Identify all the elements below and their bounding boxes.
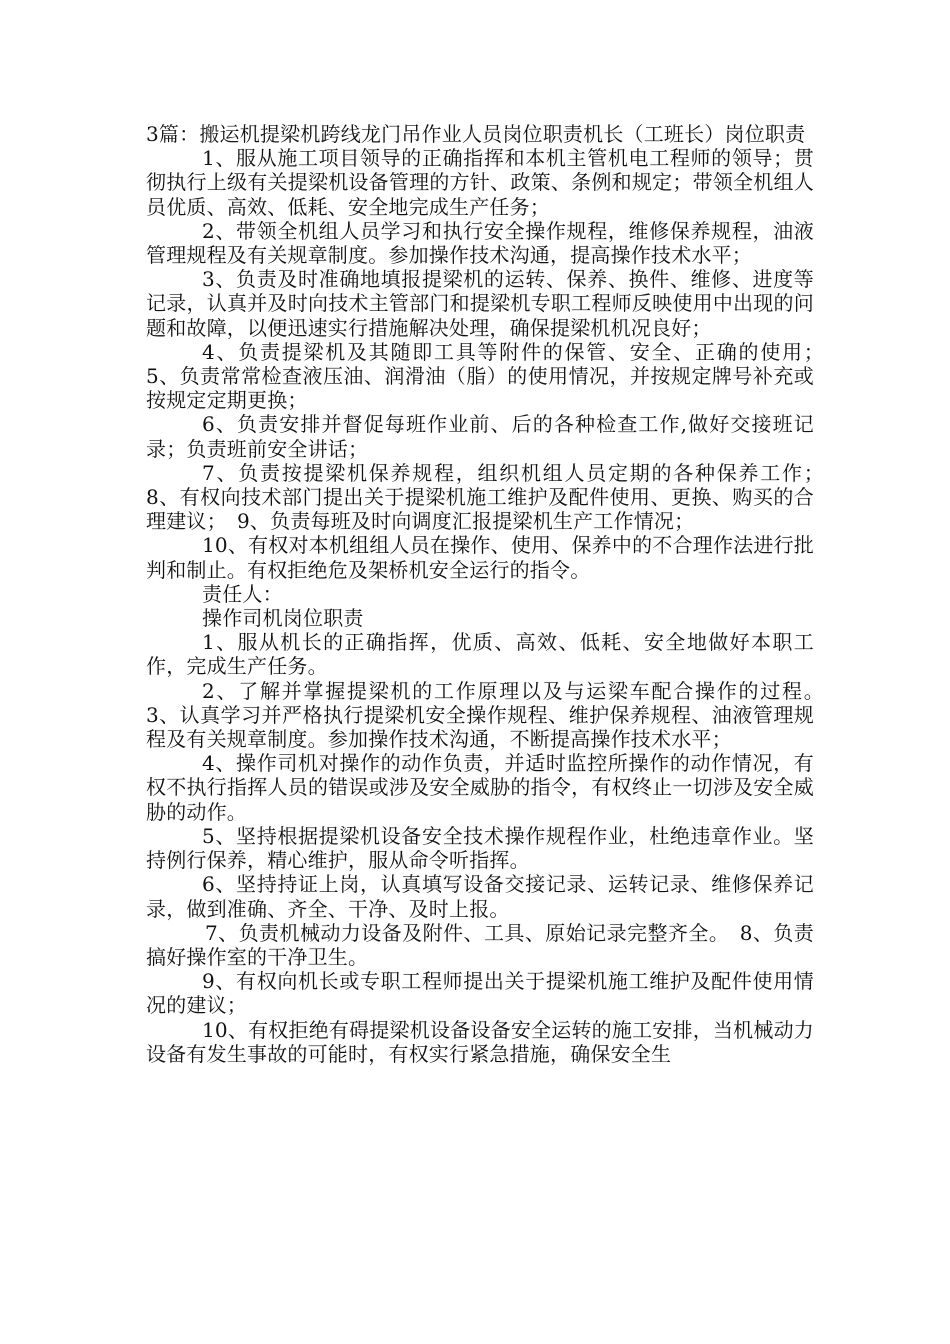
paragraph-1: 1、服从施工项目领导的正确指挥和本机主管机电工程师的领导；贯彻执行上级有关提梁机设备管理的方针、政策、条例和规定；带领全机组人员优质、高效、低耗、安全地完成生产任务； [146, 146, 814, 219]
section-heading: 操作司机岗位职责 [202, 606, 364, 631]
paragraph-8: 1、服从机长的正确指挥，优质、高效、低耗、安全地做好本职工作，完成生产任务。 [146, 630, 814, 679]
paragraph-12: 6、坚持持证上岗，认真填写设备交接记录、运转记录、维修保养记录，做到准确、齐全、干净、及时上报。 [146, 872, 814, 921]
paragraph-6: 7、负责按提梁机保养规程，组织机组人员定期的各种保养工作； 8、有权向技术部门提出关于提梁机施工维护及配件使用、更换、购买的合理建议； 9、负责每班及时向调度汇报提梁机生产工作情况； [146, 460, 835, 534]
paragraph-5: 6、负责安排并督促每班作业前、后的各种检查工作,做好交接班记录；负责班前安全讲话； [146, 412, 814, 461]
paragraph-11: 5、坚持根据提梁机设备安全技术操作规程作业，杜绝违章作业。坚持例行保养，精心维护，服从命令听指挥。 [146, 823, 814, 873]
paragraph-13: 7、负责机械动力设备及附件、工具、原始记录完整齐全。 8、负责搞好操作室的干净卫生。 [146, 920, 814, 969]
paragraph-2: 2、带领全机组人员学习和执行安全操作规程，维修保养规程，油液管理规程及有关规章制度。参加操作技术沟通，提高操作技术水平； [146, 218, 814, 268]
paragraph-10: 4、操作司机对操作的动作负责，并适时监控所操作的动作情况，有权不执行指挥人员的错误或涉及安全威胁的指令，有权终止一切涉及安全威胁的动作。 [146, 751, 814, 824]
paragraph-15: 10、有权拒绝有碍提梁机设备设备安全运转的施工安排，当机械动力设备有发生事故的可能时，有权实行紧急措施，确保安全生 [146, 1017, 814, 1066]
paragraph-7: 10、有权对本机组组人员在操作、使用、保养中的不合理作法进行批判和制止。有权拒绝危及架桥机安全运行的指令。 [146, 533, 814, 582]
document-title: 3篇：搬运机提梁机跨线龙门吊作业人员岗位职责机长（工班长）岗位职责 [146, 122, 806, 146]
document-page [146, 122, 835, 1066]
responsible-person-label: 责任人： [202, 581, 283, 606]
paragraph-9: 2、了解并掌握提梁机的工作原理以及与运梁车配合操作的过程。 3、认真学习并严格执行提梁机安全操作规程、维护保养规程、油液管理规程及有关规章制度。参加操作技术沟通，不断提高操作技术水平； [146, 678, 835, 752]
paragraph-14: 9、有权向机长或专职工程师提出关于提梁机施工维护及配件使用情况的建议； [146, 969, 814, 1018]
paragraph-3: 3、负责及时准确地填报提梁机的运转、保养、换件、维修、进度等记录，认真并及时向技术主管部门和提梁机专职工程师反映使用中出现的问题和故障，以便迅速实行措施解决处理，确保提梁机机况良好； [146, 267, 814, 340]
paragraph-4: 4、负责提梁机及其随即工具等附件的保管、安全、正确的使用； 5、负责常常检查液压油、润滑油（脂）的使用情况，并按规定牌号补充或按规定定期更换； [146, 339, 835, 413]
